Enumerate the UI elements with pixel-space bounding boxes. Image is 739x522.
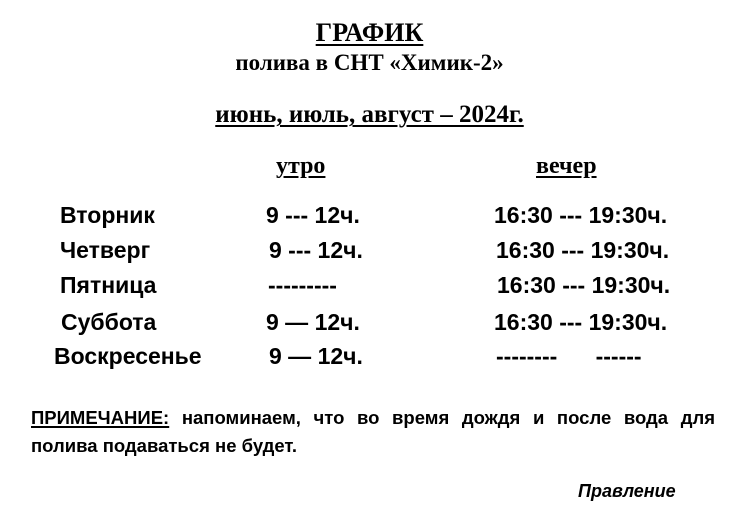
column-header-morning: утро	[276, 153, 326, 179]
note-text: напоминаем, что во время дождя и после вода для полива подаваться не будет.	[31, 407, 715, 456]
page-subtitle: полива в СНТ «Химик-2»	[235, 50, 504, 75]
evening-hours: 16:30 --- 19:30ч.	[494, 309, 668, 335]
column-header-evening: вечер	[536, 153, 597, 179]
day-label: Воскресенье	[54, 343, 202, 369]
note-paragraph	[31, 404, 715, 460]
signature: Правление	[578, 481, 676, 501]
evening-hours: 16:30 --- 19:30ч.	[494, 202, 668, 228]
page-title: ГРАФИК	[315, 18, 424, 47]
evening-hours: -------- ------	[496, 343, 642, 369]
period-heading: июнь, июль, август – 2024г.	[215, 101, 524, 128]
day-label: Четверг	[60, 237, 151, 263]
evening-hours: 16:30 --- 19:30ч.	[497, 272, 671, 298]
day-label: Суббота	[61, 309, 157, 335]
note-label: ПРИМЕЧАНИЕ:	[31, 407, 170, 428]
morning-hours: 9 --- 12ч.	[269, 237, 363, 263]
day-label: Вторник	[60, 202, 155, 228]
day-label: Пятница	[60, 272, 157, 298]
evening-hours: 16:30 --- 19:30ч.	[496, 237, 670, 263]
morning-hours: 9 — 12ч.	[266, 309, 360, 335]
morning-hours: 9 --- 12ч.	[266, 202, 360, 228]
morning-hours: 9 — 12ч.	[269, 343, 363, 369]
morning-hours: ---------	[268, 272, 337, 298]
